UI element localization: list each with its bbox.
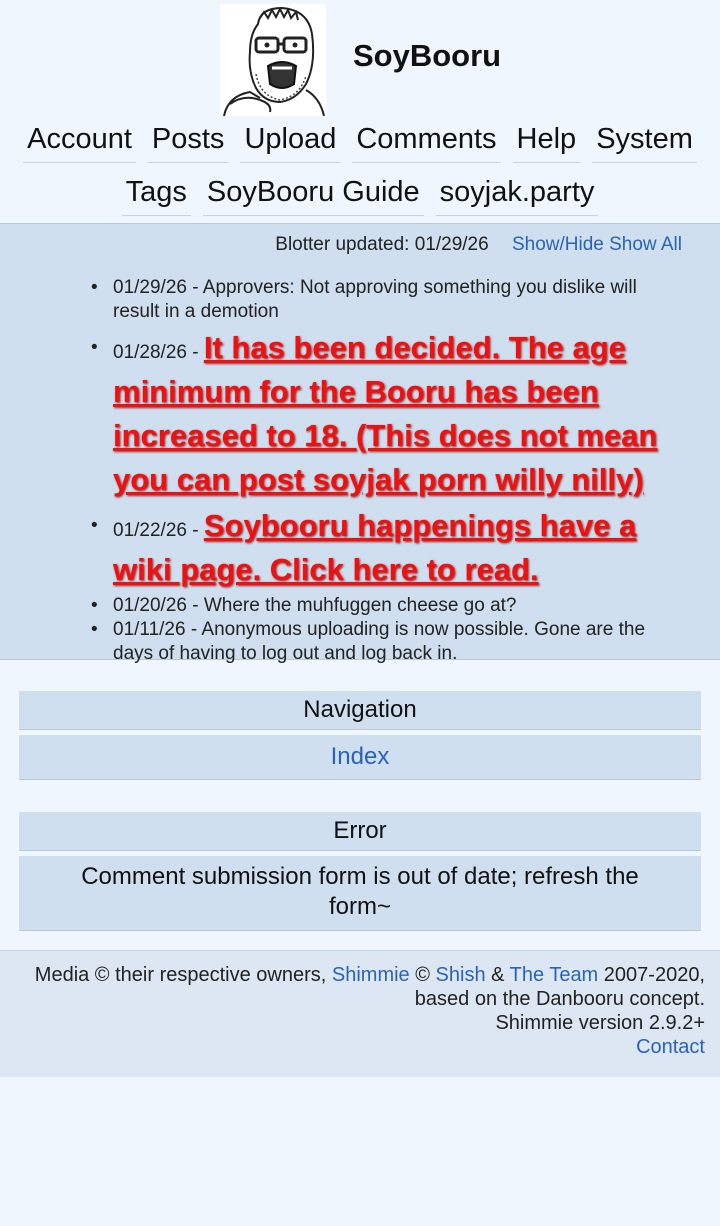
- site-header: [0, 0, 720, 120]
- blotter-list: [113, 276, 683, 666]
- soyjak-face-logo-icon[interactable]: [220, 4, 326, 116]
- nav-comments[interactable]: Comments: [352, 122, 500, 163]
- contact-link[interactable]: Contact: [636, 1036, 705, 1058]
- blotter: [0, 223, 720, 664]
- nav-soyjak-party[interactable]: soyjak.party: [436, 175, 599, 216]
- footer-amp: &: [485, 964, 510, 986]
- error-message: Comment submission form is out of date; refresh the form~: [81, 863, 639, 920]
- blotter-toggle-link[interactable]: Show/Hide Show All: [511, 234, 682, 255]
- nav-upload[interactable]: Upload: [240, 122, 340, 163]
- footer-copyright-sep: ©: [409, 964, 436, 986]
- nav-help[interactable]: Help: [513, 122, 581, 163]
- blotter-entry-date: 01/22/26 -: [113, 520, 204, 541]
- blotter-entry: [113, 594, 683, 618]
- navigation-block-body: [19, 735, 701, 780]
- sub-nav: [0, 175, 720, 216]
- nav-system[interactable]: System: [592, 122, 697, 163]
- footer-version: Shimmie version 2.9.2+: [495, 1012, 705, 1034]
- blotter-entry: [113, 276, 683, 324]
- blotter-header: [275, 234, 682, 256]
- blotter-entry-wiki-link[interactable]: Soybooru happenings have a wiki page. Click here to read.: [113, 508, 637, 587]
- blotter-entry-date: 01/29/26 -: [113, 277, 203, 298]
- nav-account[interactable]: Account: [23, 122, 136, 163]
- blotter-entry-date: 01/20/26 -: [113, 595, 204, 616]
- nav-tags[interactable]: Tags: [122, 175, 191, 216]
- blotter-entry-text: Approvers: Not approving something you dislike will result in a demotion: [113, 277, 637, 322]
- blotter-entry-date: 01/11/26 -: [113, 619, 202, 640]
- blotter-entry: [113, 618, 683, 666]
- footer-media-text: Media © their respective owners,: [34, 964, 332, 986]
- shish-link[interactable]: Shish: [435, 964, 486, 986]
- footer-years-text: 2007-2020, based on the Danbooru concept.: [414, 964, 705, 1010]
- blotter-entry-text: Anonymous uploading is now possible. Gone are the days of having to log out and log back in.: [113, 619, 646, 664]
- nav-soybooru-guide[interactable]: SoyBooru Guide: [203, 175, 424, 216]
- blotter-entry-important-text[interactable]: It has been decided. The age minimum for the Booru has been increased to 18. (This does not mean you can post soyjak porn willy nilly): [113, 330, 658, 497]
- blotter-entry-text: Where the muhfuggen cheese go at?: [203, 595, 517, 616]
- blotter-entry-important: [113, 506, 683, 594]
- shimmie-link[interactable]: Shimmie: [331, 964, 410, 986]
- navigation-block-title: Navigation: [19, 691, 701, 730]
- nav-posts[interactable]: Posts: [148, 122, 229, 163]
- footer: [0, 950, 720, 1077]
- site-title[interactable]: SoyBooru: [353, 38, 502, 73]
- footer-text: [25, 963, 705, 1059]
- error-block-title: Error: [19, 812, 701, 851]
- blotter-entry-date: 01/28/26 -: [113, 342, 204, 363]
- error-block-body: [19, 856, 701, 931]
- blotter-updated: Blotter updated: 01/29/26: [275, 234, 489, 255]
- index-link[interactable]: Index: [330, 743, 390, 770]
- the-team-link[interactable]: The Team: [509, 964, 599, 986]
- blotter-entry-important: [113, 328, 683, 504]
- main-nav: [0, 122, 720, 163]
